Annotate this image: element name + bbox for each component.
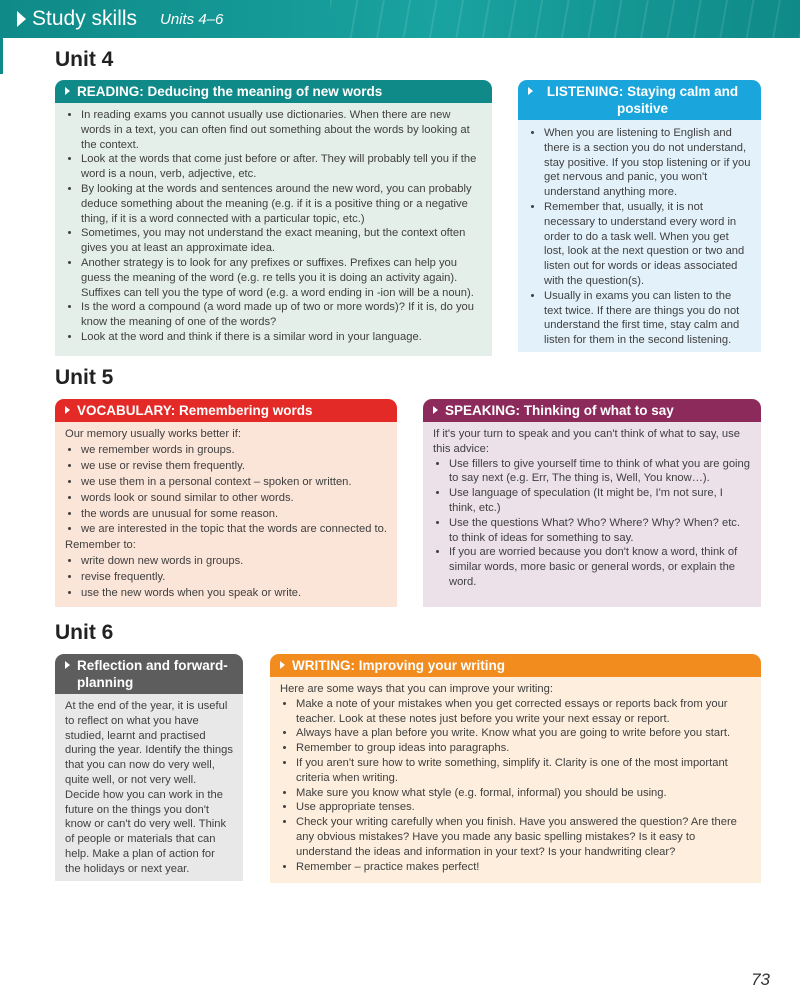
vocabulary-list-1 [65, 443, 387, 538]
triangle-icon [65, 661, 70, 669]
reflection-box [55, 654, 243, 881]
reading-body [55, 103, 492, 356]
list-item: • Use language of speculation (It might be, I'm not sure, I think, etc.) [449, 486, 751, 516]
list-item: • revise frequently. [81, 570, 387, 586]
list-item: • Usually in exams you can listen to the text twice. If there are things you do not understand the first time, stay calm and listen for them in the second listening. [544, 289, 751, 348]
unit6-heading: Unit 6 [55, 621, 114, 644]
writing-list [280, 697, 751, 875]
triangle-icon [433, 406, 438, 414]
listening-list [528, 126, 751, 348]
list-item: • use the new words when you speak or write. [81, 586, 387, 602]
list-item: • Make a note of your mistakes when you get corrected essays or reports back from your teacher. Look at these notes just before you write your next essay or report. [296, 697, 751, 727]
reflection-body [55, 694, 243, 881]
list-item: • we use or revise them frequently. [81, 459, 387, 475]
list-item: • If you are worried because you don't know a word, think of similar words, more basic or general words, or explain the word. [449, 545, 751, 589]
triangle-icon [528, 87, 533, 95]
list-item: • By looking at the words and sentences around the new word, you can probably deduce something about the meaning (e.g. if it is a positive thing or a negative thing, if it is a word connected with a particular topic, etc.) [81, 182, 482, 226]
listening-box [518, 80, 761, 352]
list-item: • Look at the words that come just before or after. They will probably tell you if the word is a noun, verb, adjective, etc. [81, 152, 482, 182]
writing-box [270, 654, 761, 883]
vocabulary-box [55, 399, 397, 607]
reading-box [55, 80, 492, 356]
list-item: • Is the word a compound (a word made up of two or more words)? If it is, do you know the meaning of one of the words? [81, 300, 482, 330]
list-item: • Use fillers to give yourself time to think of what you are going to say next (e.g. Err, The thing is, Well, You know…). [449, 457, 751, 487]
vocabulary-intro: Our memory usually works better if: [65, 428, 241, 440]
reading-list [65, 108, 482, 345]
writing-intro: Here are some ways that you can improve your writing: [280, 683, 553, 695]
play-arrow-icon [17, 11, 26, 27]
list-item: • Always have a plan before you write. Know what you are going to write before you start. [296, 726, 751, 741]
list-item: • Remember that, usually, it is not necessary to understand every word in order to do a task well. When you get lost, look at the next question or two and listen out for words or ideas associated with the question(s). [544, 200, 751, 289]
vocabulary-title: VOCABULARY: Remembering words [77, 403, 313, 418]
list-item: • In reading exams you cannot usually use dictionaries. When there are new words in a text, you can often find out something about the words by looking at the context. [81, 108, 482, 152]
writing-title: WRITING: Improving your writing [292, 658, 505, 673]
list-item: • we use them in a personal context – spoken or written. [81, 475, 387, 491]
vocabulary-tab [55, 399, 397, 422]
list-item: • Use appropriate tenses. [296, 800, 751, 815]
list-item: • Look at the word and think if there is a similar word in your language. [81, 330, 482, 345]
listening-body [518, 120, 761, 352]
speaking-body [423, 422, 761, 607]
writing-body [270, 677, 761, 883]
list-item: • Sometimes, you may not understand the exact meaning, but the context often gives you at least an approximate idea. [81, 226, 482, 256]
header-subtitle: Units 4–6 [160, 11, 224, 28]
list-item: • Use the questions What? Who? Where? Why? When? etc. to think of ideas for something to say. [449, 516, 751, 546]
left-rule [0, 38, 3, 74]
list-item: • we are interested in the topic that the words are connected to. [81, 522, 387, 538]
speaking-list [433, 457, 751, 590]
triangle-icon [65, 87, 70, 95]
header-pattern [330, 0, 800, 38]
list-item: • we remember words in groups. [81, 443, 387, 459]
reading-title: READING: Deducing the meaning of new words [77, 84, 383, 99]
reflection-tab [55, 654, 243, 694]
reflection-title: Reflection and forward-planning [77, 658, 228, 690]
list-item: • When you are listening to English and there is a section you do not understand, stay positive. If you stop listening or if you get nervous and panic, you won't understand anything more. [544, 126, 751, 200]
list-item: • words look or sound similar to other words. [81, 491, 387, 507]
vocabulary-intro-2: Remember to: [65, 539, 136, 552]
list-item: • Remember to group ideas into paragraphs. [296, 741, 751, 756]
vocabulary-body [55, 422, 397, 607]
page-header [0, 0, 800, 38]
unit5-heading: Unit 5 [55, 366, 114, 389]
writing-tab [270, 654, 761, 677]
triangle-icon [280, 661, 285, 669]
unit4-heading: Unit 4 [55, 48, 114, 71]
list-item: • Make sure you know what style (e.g. formal, informal) you should be using. [296, 786, 751, 801]
reflection-text: At the end of the year, it is useful to reflect on what you have studied, learnt and practised during the year. Identify the things that you can now do very well, quite well, or not very well. Decide how you can work in the future on the things you don't know or can't do very well. Think of people or materials that can help. Make a plan of action for the holidays or next year. [65, 700, 233, 875]
speaking-tab [423, 399, 761, 422]
speaking-intro: If it's your turn to speak and you can't think of what to say, use this advice: [433, 428, 740, 455]
speaking-title: SPEAKING: Thinking of what to say [445, 403, 674, 418]
list-item: • write down new words in groups. [81, 554, 387, 570]
reading-tab [55, 80, 492, 103]
triangle-icon [65, 406, 70, 414]
list-item: • the words are unusual for some reason. [81, 507, 387, 523]
speaking-box [423, 399, 761, 607]
list-item: • Check your writing carefully when you finish. Have you answered the question? Are there any obvious mistakes? Have you made any basic spelling mistakes? Is it easy to understand the ideas and information in your text? Is your handwriting clear? [296, 815, 751, 859]
list-item: • If you aren't sure how to write something, simplify it. Clarity is one of the most important criteria when writing. [296, 756, 751, 786]
page-number: 73 [751, 970, 770, 989]
list-item: • Another strategy is to look for any prefixes or suffixes. Prefixes can help you guess the meaning of the word (e.g. re tells you it is doing an activity again). Suffixes can tell you the type of word (e.g. a word ending in -ion will be a noun). [81, 256, 482, 300]
vocabulary-list-2 [65, 554, 387, 602]
listening-tab [518, 80, 761, 120]
listening-title: LISTENING: Staying calm and positive [546, 84, 739, 116]
list-item: • Remember – practice makes perfect! [296, 860, 751, 875]
header-title: Study skills [32, 7, 138, 30]
